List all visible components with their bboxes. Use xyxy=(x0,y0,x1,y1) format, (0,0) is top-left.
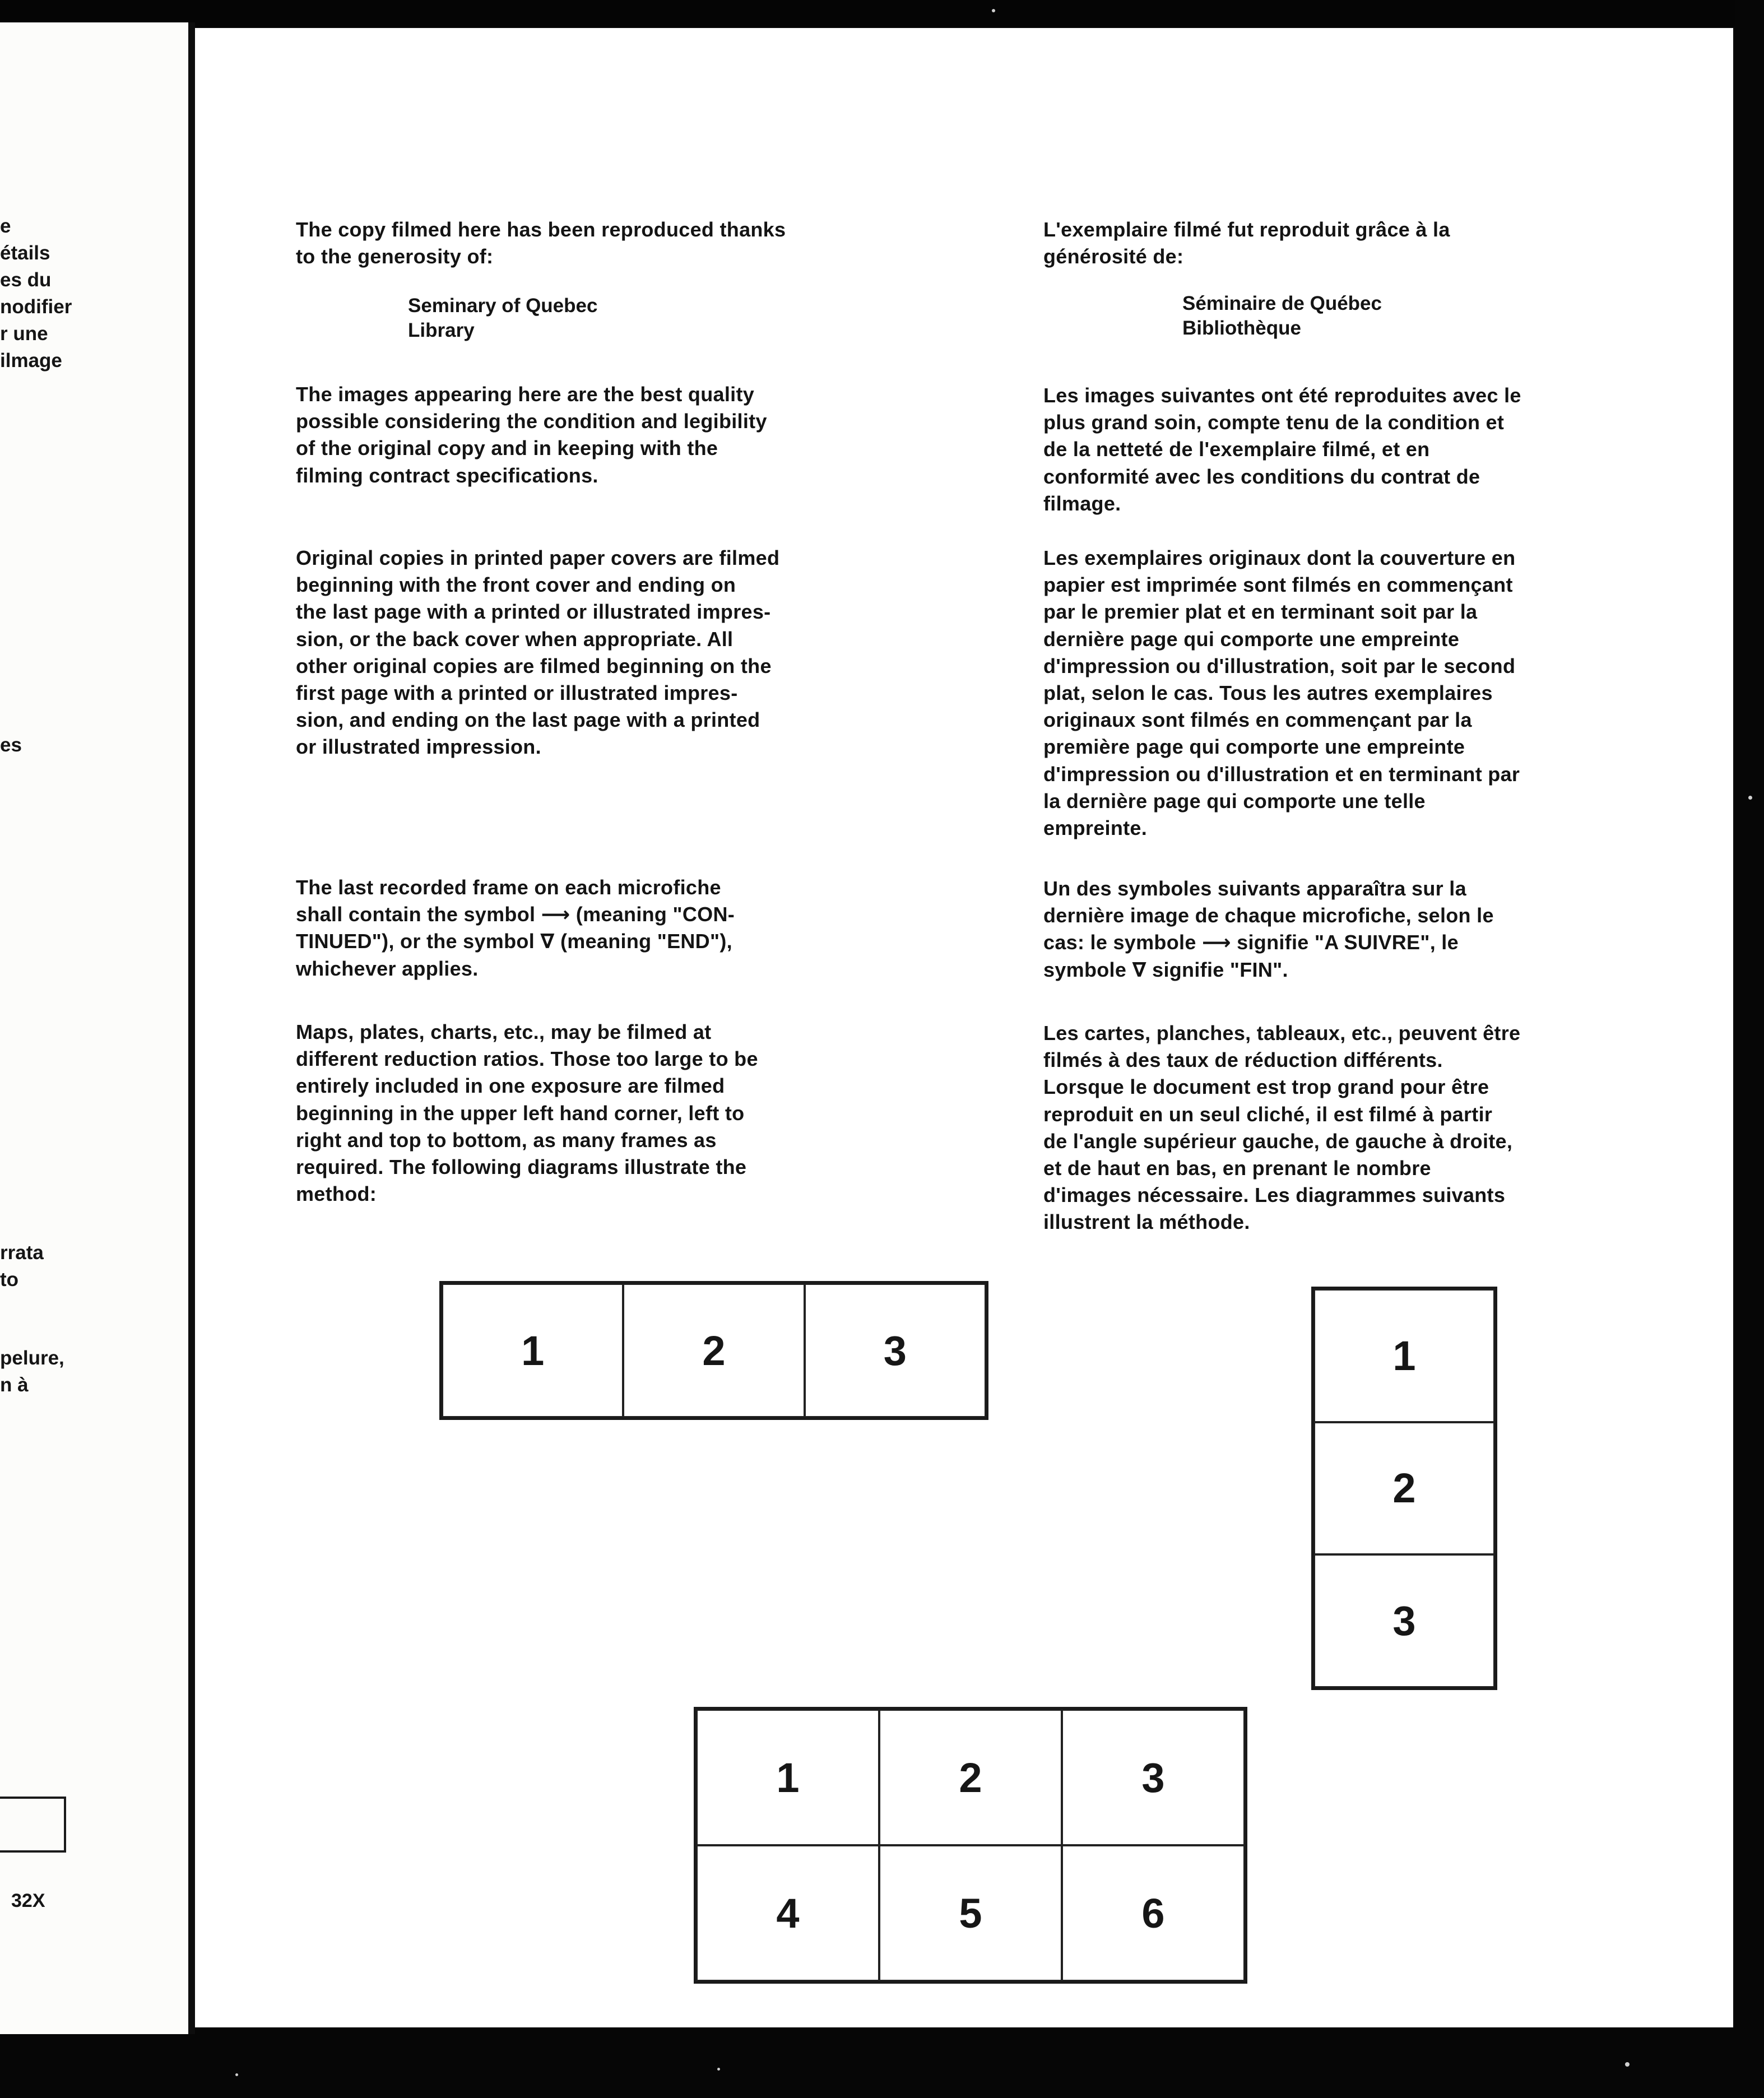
english-quality-paragraph: The images appearing here are the best quality possible considering the condition and legibility of the original copy and in keeping with the filming contract specifications. xyxy=(296,383,767,487)
film-speck xyxy=(235,2073,238,2076)
diagram-cell: 2 xyxy=(879,1710,1062,1845)
fragment-text: étails xyxy=(0,242,50,264)
french-maps-paragraph: Les cartes, planches, tableaux, etc., peuvent être filmés à des taux de réduction différents. Lorsque le document est trop grand pour être reproduit en un seul cliché, il est filmé à partir de l'angle supérieur gauche, de gauche à droite, et de haut en bas, en prenant le nombre d'images nécessaire. Les diagrammes suivants illustrent la méthode. xyxy=(1043,1022,1521,1234)
english-covers-paragraph: Original copies in printed paper covers are filmed beginning with the front cover and ending on the last page with a printed or illustrated impres- sion, or the back cover when appropriate. All other original copies are filmed beginning on the first page with a printed or illustrated impres- sion, and ending on the last page with a printed or illustrated impression. xyxy=(296,546,780,759)
column-diagram xyxy=(1311,1287,1497,1690)
diagram-cell: 3 xyxy=(1314,1554,1494,1687)
diagram-cell: 4 xyxy=(697,1845,879,1981)
fragment-text: n à xyxy=(0,1374,29,1396)
grid-diagram xyxy=(694,1707,1247,1984)
diagram-cell: 5 xyxy=(879,1845,1062,1981)
film-border-bottom xyxy=(0,2027,1764,2098)
diagram-cell: 3 xyxy=(1062,1710,1245,1845)
reduction-ratio-label: 32X xyxy=(11,1890,45,1911)
english-credit: Seminary of Quebec Library xyxy=(408,295,598,341)
fragment-text: nodifier xyxy=(0,296,72,318)
diagram-cell: 3 xyxy=(805,1284,986,1417)
fragment-text: pelure, xyxy=(0,1347,64,1369)
film-speck xyxy=(717,2068,720,2071)
fragment-text: rrata xyxy=(0,1242,44,1264)
film-speck xyxy=(1625,2062,1630,2067)
fragment-text: e xyxy=(0,215,11,237)
french-credit: Séminaire de Québec Bibliothèque xyxy=(1182,293,1382,339)
notice-page xyxy=(195,28,1733,2027)
fragment-text: es xyxy=(0,734,22,756)
french-symbol-paragraph: Un des symboles suivants apparaîtra sur la dernière image de chaque microfiche, selon le cas: le symbole ⟶ signifie "A SUIVRE", le symbole ∇ signifie "FIN". xyxy=(1043,877,1494,981)
row-diagram xyxy=(439,1281,988,1420)
page-gutter xyxy=(188,22,195,2034)
french-covers-paragraph: Les exemplaires originaux dont la couverture en papier est imprimée sont filmés en commençant par le premier plat et en terminant soit par la dernière page qui comporte une empreinte d'impression ou d'illustration, soit par le second plat, selon le cas. Tous les autres exemplaires originaux sont filmés en commençant par la première page qui comporte une empreinte d'impression ou d'illustration et en terminant par la dernière page qui comporte une telle empreinte. xyxy=(1043,546,1520,840)
diagram-cell: 6 xyxy=(1062,1845,1245,1981)
english-maps-paragraph: Maps, plates, charts, etc., may be filmed at different reduction ratios. Those too large to be entirely included in one exposure are filmed beginning in the upper left hand corner, left to right and top to bottom, as many frames as required. The following diagrams illustrate the method: xyxy=(296,1020,758,1206)
english-intro: The copy filmed here has been reproduced thanks to the generosity of: xyxy=(296,218,786,268)
diagram-cell: 1 xyxy=(442,1284,623,1417)
scale-box xyxy=(0,1797,66,1853)
film-speck xyxy=(1748,796,1752,800)
fragment-text: es du xyxy=(0,269,52,291)
diagram-cell: 2 xyxy=(623,1284,804,1417)
fragment-text: ilmage xyxy=(0,350,62,372)
fragment-text: r une xyxy=(0,323,48,345)
diagram-cell: 2 xyxy=(1314,1422,1494,1555)
english-symbol-paragraph: The last recorded frame on each microfiche shall contain the symbol ⟶ (meaning "CON- TINUED"), or the symbol ∇ (meaning "END"), whichever applies. xyxy=(296,876,735,980)
previous-page-strip xyxy=(0,22,188,2034)
film-border-top xyxy=(0,0,1764,27)
french-quality-paragraph: Les images suivantes ont été reproduites avec le plus grand soin, compte tenu de la condition et de la netteté de l'exemplaire filmé, et en conformité avec les conditions du contrat de filmage. xyxy=(1043,384,1521,515)
film-border-right xyxy=(1735,0,1764,2098)
diagram-cell: 1 xyxy=(697,1710,879,1845)
fragment-text: to xyxy=(0,1269,19,1291)
french-intro: L'exemplaire filmé fut reproduit grâce à la générosité de: xyxy=(1043,218,1450,268)
diagram-cell: 1 xyxy=(1314,1289,1494,1422)
film-speck xyxy=(992,9,995,12)
